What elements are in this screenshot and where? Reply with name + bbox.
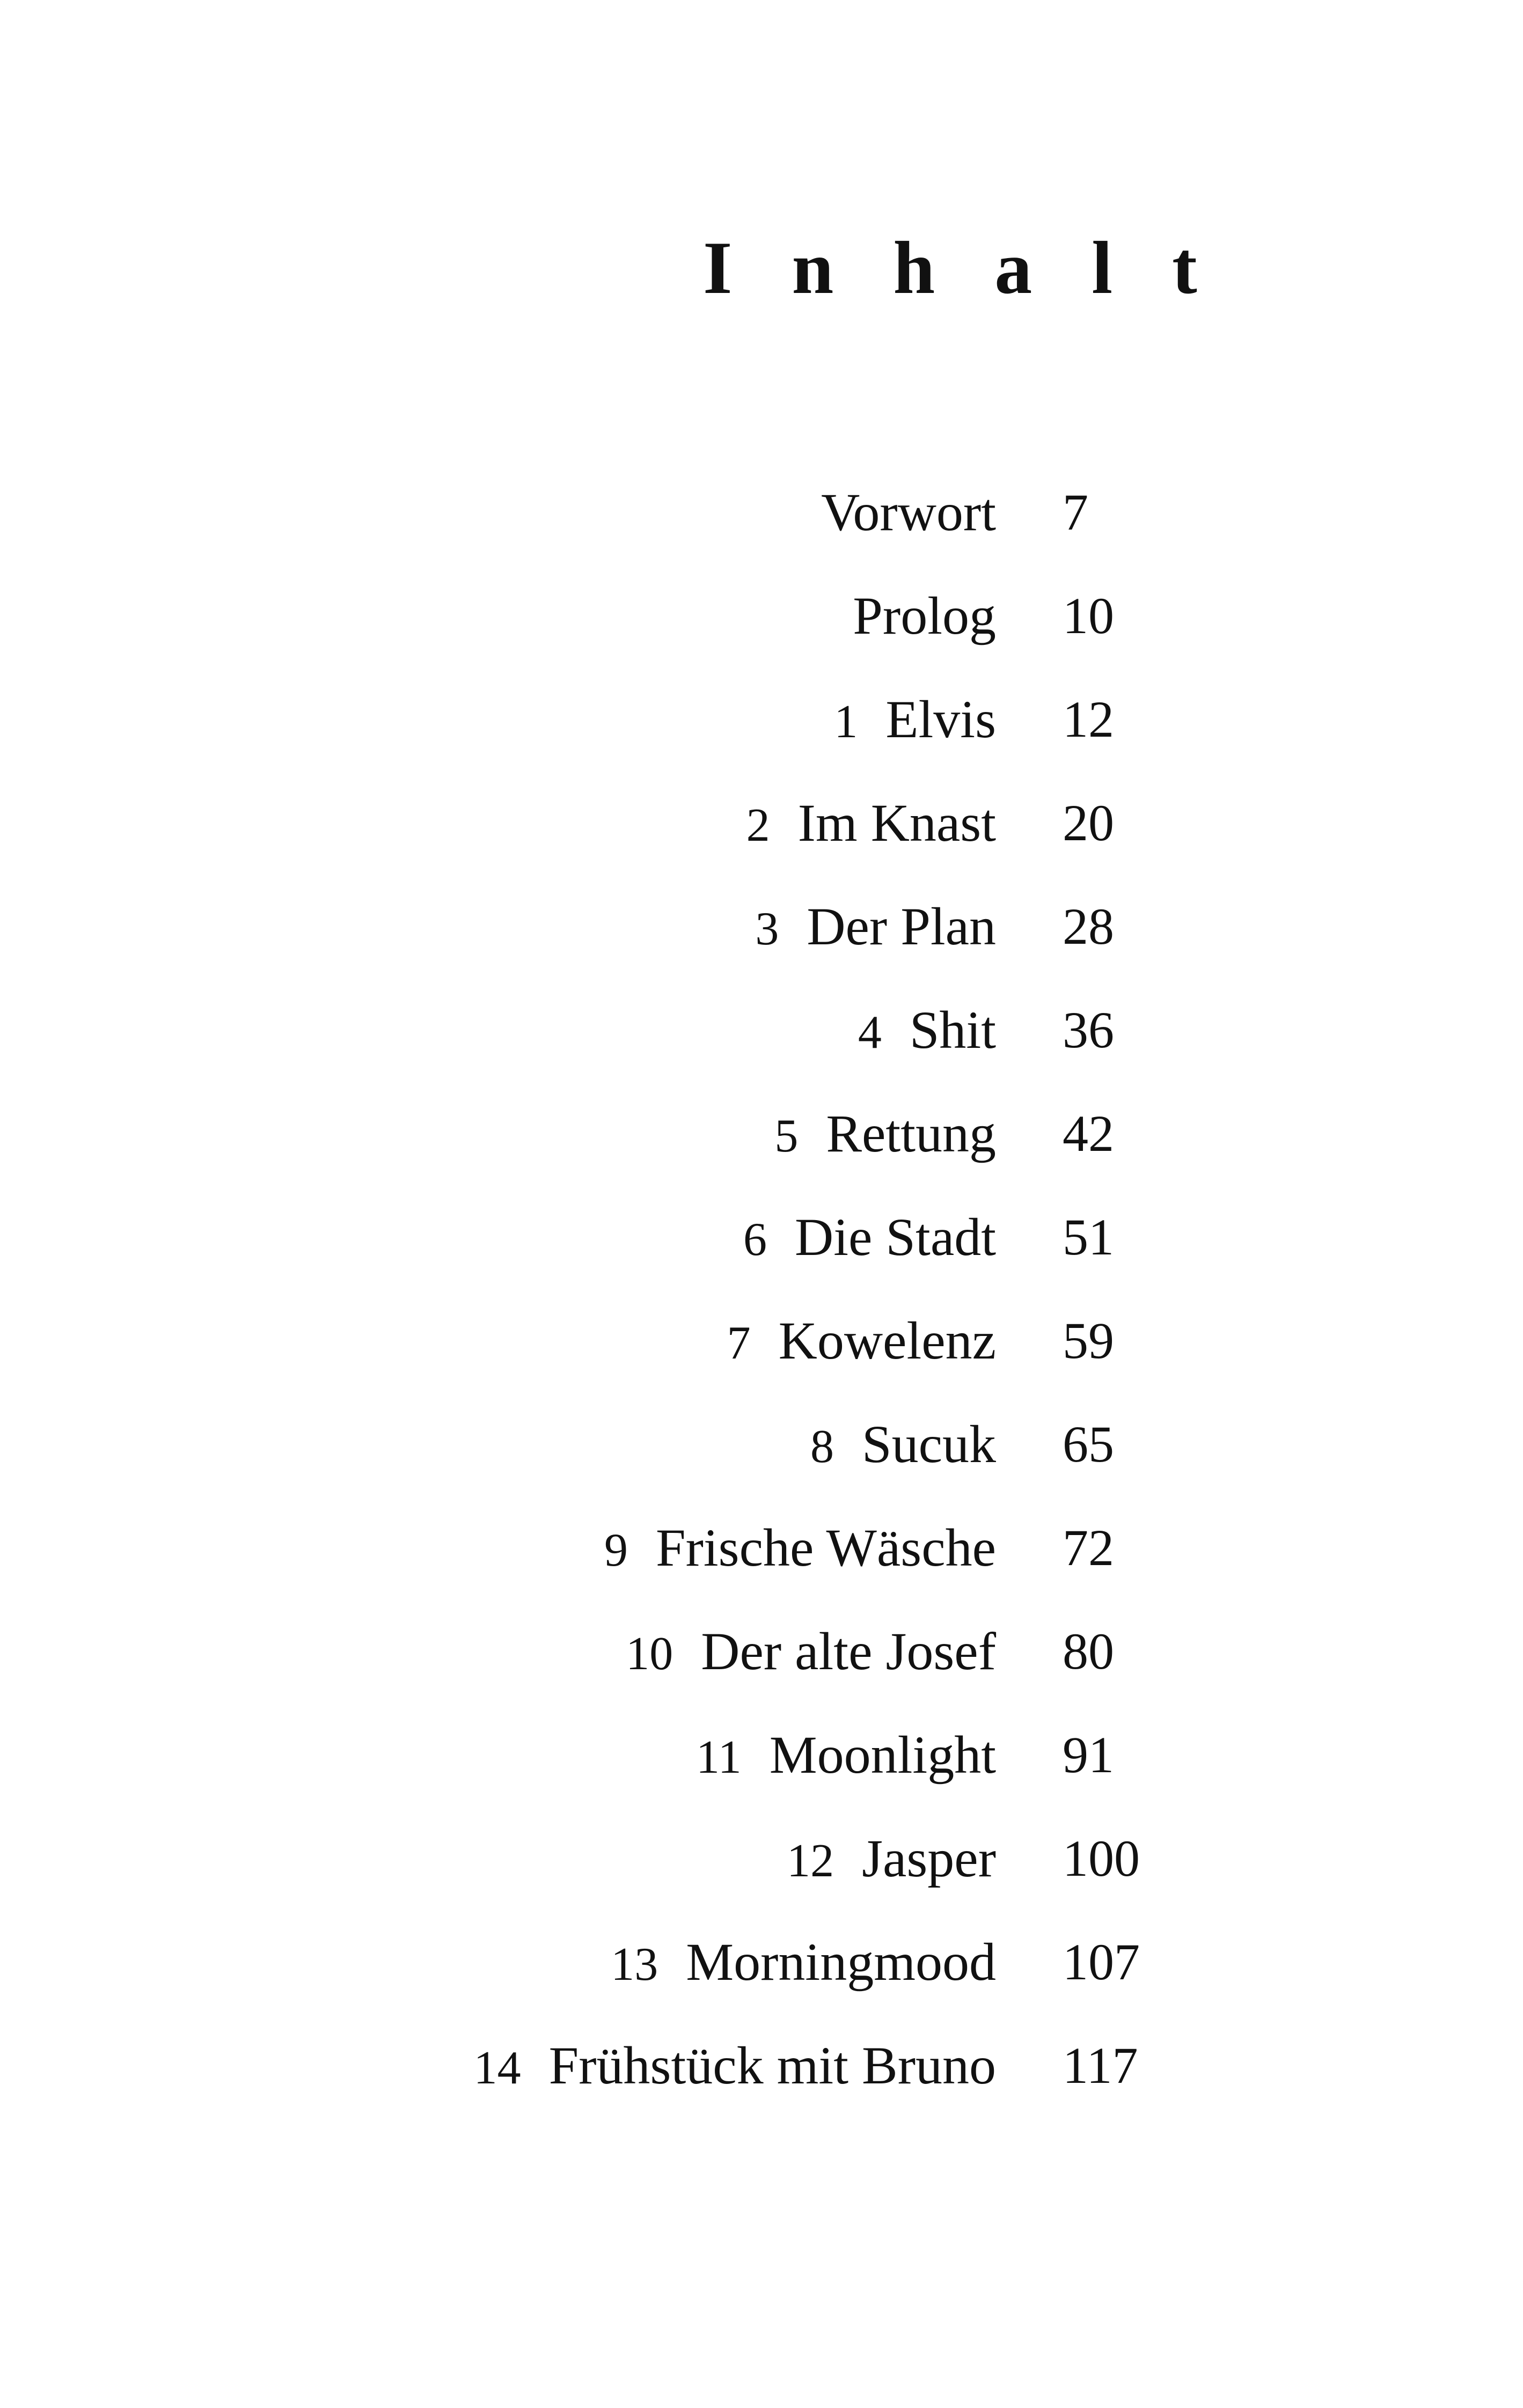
entry-label — [727, 1309, 996, 1376]
toc-entry-chapter-7 — [0, 1309, 1523, 1412]
chapter-number: 3 — [755, 903, 779, 955]
entry-label — [746, 791, 996, 858]
chapter-title: Jasper — [862, 1829, 996, 1888]
chapter-number: 6 — [743, 1214, 767, 1266]
entry-page-number: 107 — [1063, 1933, 1140, 1991]
toc-entry-chapter-9 — [0, 1516, 1523, 1619]
chapter-title: Der alte Josef — [701, 1621, 996, 1681]
chapter-number: 5 — [774, 1110, 799, 1162]
entry-page-number: 72 — [1063, 1519, 1114, 1576]
entry-page-number: 20 — [1063, 794, 1114, 851]
entry-title: Vorwort — [821, 482, 996, 542]
chapter-title: Der Plan — [807, 897, 996, 956]
entry-label — [604, 1516, 996, 1583]
chapter-number: 11 — [696, 1731, 742, 1783]
table-of-contents — [0, 480, 1523, 2137]
entry-page-number: 65 — [1063, 1415, 1114, 1473]
entry-label — [474, 2033, 996, 2101]
entry-label — [743, 1205, 996, 1272]
entry-page-number: 36 — [1063, 1001, 1114, 1059]
toc-entry-chapter-13 — [0, 1930, 1523, 2033]
toc-entry-vorwort — [0, 480, 1523, 584]
toc-entry-chapter-10 — [0, 1619, 1523, 1723]
chapter-number: 4 — [858, 1007, 882, 1059]
toc-entry-chapter-5 — [0, 1102, 1523, 1205]
toc-entry-chapter-3 — [0, 894, 1523, 998]
chapter-number: 7 — [727, 1317, 751, 1369]
toc-entry-chapter-8 — [0, 1412, 1523, 1516]
chapter-title: Elvis — [885, 689, 996, 749]
toc-entry-chapter-1 — [0, 687, 1523, 791]
chapter-number: 13 — [611, 1939, 658, 1991]
chapter-number: 9 — [604, 1524, 628, 1576]
entry-label — [755, 894, 996, 961]
entry-label — [774, 1102, 996, 1169]
chapter-title: Kowelenz — [778, 1311, 996, 1370]
chapter-title: Rettung — [826, 1104, 996, 1163]
chapter-title: Sucuk — [862, 1414, 996, 1474]
chapter-title: Moonlight — [769, 1725, 996, 1785]
entry-label — [810, 1412, 996, 1479]
entry-title: Prolog — [853, 586, 996, 645]
chapter-number: 12 — [787, 1835, 834, 1887]
chapter-title: Die Stadt — [795, 1207, 996, 1267]
toc-entry-chapter-6 — [0, 1205, 1523, 1309]
chapter-title: Morningmood — [686, 1932, 996, 1992]
chapter-title: Im Knast — [797, 793, 996, 853]
entry-page-number: 80 — [1063, 1623, 1114, 1680]
chapter-number: 1 — [834, 696, 858, 748]
entry-page-number: 28 — [1063, 898, 1114, 955]
entry-label — [626, 1619, 996, 1686]
chapter-number: 8 — [810, 1421, 834, 1473]
entry-page-number: 7 — [1063, 483, 1088, 541]
entry-label — [787, 1826, 996, 1893]
chapter-number: 2 — [746, 799, 770, 851]
chapter-title: Frühstück mit Bruno — [548, 2036, 996, 2095]
entry-page-number: 10 — [1063, 587, 1114, 644]
chapter-number: 10 — [626, 1628, 673, 1680]
chapter-title: Shit — [909, 1000, 996, 1060]
toc-entry-chapter-11 — [0, 1723, 1523, 1826]
toc-entry-chapter-4 — [0, 998, 1523, 1102]
entry-page-number: 42 — [1063, 1105, 1114, 1162]
entry-page-number: 12 — [1063, 691, 1114, 748]
toc-entry-prolog — [0, 584, 1523, 687]
entry-label — [834, 687, 996, 754]
entry-page-number: 100 — [1063, 1830, 1140, 1887]
toc-entry-chapter-2 — [0, 791, 1523, 894]
toc-entry-chapter-14 — [0, 2033, 1523, 2137]
entry-label — [858, 998, 996, 1065]
entry-label — [611, 1930, 996, 1997]
entry-page-number: 59 — [1063, 1312, 1114, 1369]
entry-page-number: 91 — [1063, 1726, 1114, 1783]
chapter-title: Frische Wäsche — [655, 1518, 996, 1577]
entry-label — [696, 1723, 996, 1790]
entry-page-number: 117 — [1063, 2037, 1138, 2094]
page-title: I n h a l t — [703, 226, 1218, 310]
entry-page-number: 51 — [1063, 1208, 1114, 1266]
chapter-number: 14 — [473, 2042, 521, 2094]
toc-entry-chapter-12 — [0, 1826, 1523, 1930]
